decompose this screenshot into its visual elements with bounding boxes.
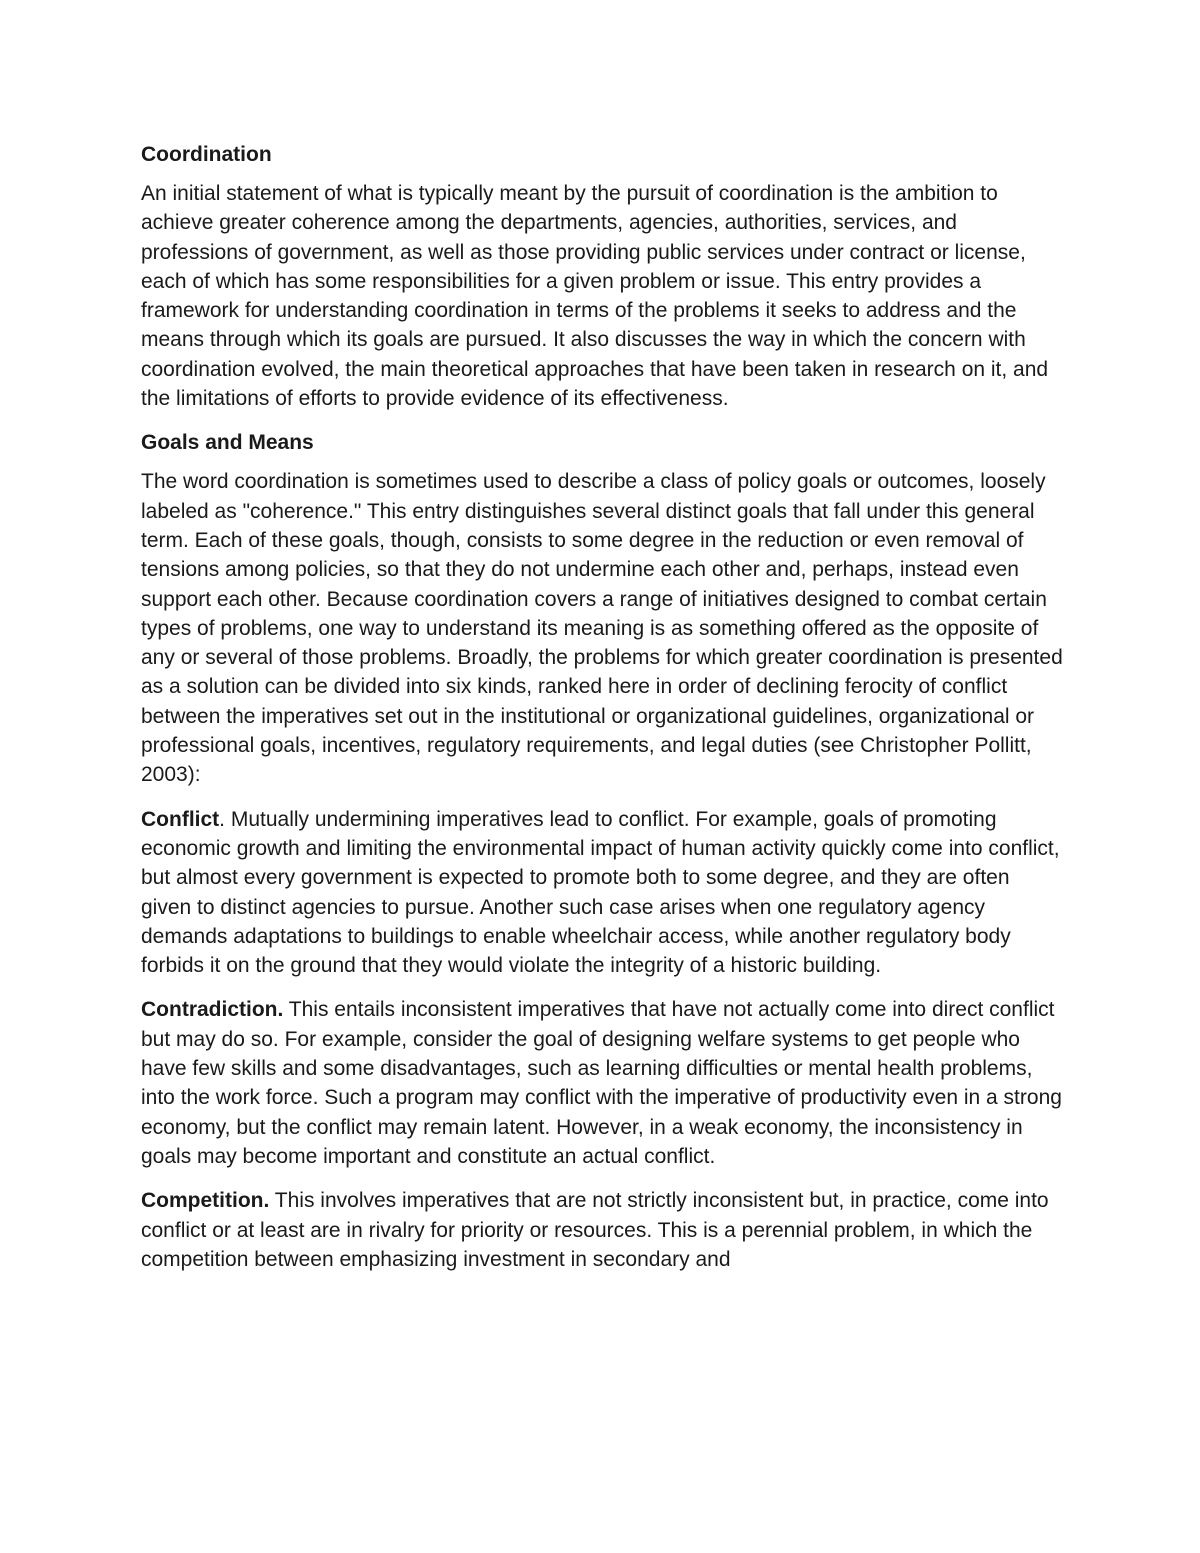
paragraph-intro: An initial statement of what is typically meant by the pursuit of coordination is the ambition to achieve greater coherence among the departments, agencies, authorities, services, and professions of government, as well as those providing public services under contract or license, each of which has some responsibilities for a given problem or issue. This entry provides a framework for understanding coordination in terms of the problems it seeks to address and the means through which its goals are pursued. It also discusses the way in which the concern with coordination evolved, the main theoretical approaches that have been taken in research on it, and the limitations of efforts to provide evidence of its effectiveness. [141, 182, 1049, 411]
competition-text: This involves imperatives that are not strictly inconsistent but, in practice, come into conflict or at least are in rivalry for priority or resources. This is a perennial problem, in which the competition between emphasizing investment in secondary and [141, 1189, 1049, 1271]
term-conflict: Conflict [141, 807, 220, 831]
contradiction-text: This entails inconsistent imperatives that have not actually come into direct conflict but may do so. For example, consider the goal of designing welfare systems to get people who have few skills and some disadvantages, such as learning difficulties or mental health problems, into the work force. Such a program may conflict with the imperative of productivity even in a strong economy, but the conflict may remain latent. However, in a weak economy, the inconsistency in goals may become important and constitute an actual conflict. [141, 998, 1062, 1168]
term-contradiction: Contradiction. [141, 998, 284, 1022]
paragraph-goals: The word coordination is sometimes used to describe a class of policy goals or outcomes, loosely labeled as "coherence." This entry distinguishes several distinct goals that fall under this general term. Each of these goals, though, consists to some degree in the reduction or even removal of tensions among policies, so that they do not undermine each other and, perhaps, instead even support each other. Because coordination covers a range of initiatives designed to combat certain types of problems, one way to understand its meaning is as something offered as the opposite of any or several of those problems. Broadly, the problems for which greater coordination is presented as a solution can be divided into six kinds, ranked here in order of declining ferocity of conflict between the imperatives set out in the institutional or organizational guidelines, organizational or professional goals, incentives, regulatory requirements, and legal duties (see Christopher Pollitt, 2003): [141, 470, 1063, 787]
paragraph-conflict [141, 805, 1063, 981]
heading-goals-and-means: Goals and Means [141, 431, 314, 455]
conflict-text: . Mutually undermining imperatives lead to conflict. For example, goals of promoting economic growth and limiting the environmental impact of human activity quickly come into conflict, but almost every government is expected to promote both to some degree, and they are often given to distinct agencies to pursue. Another such case arises when one regulatory agency demands adaptations to buildings to enable wheelchair access, while another regulatory body forbids it on the ground that they would violate the integrity of a historic building. [141, 807, 1060, 978]
paragraph-competition [141, 1186, 1063, 1274]
heading-coordination: Coordination [141, 143, 272, 166]
document-page [141, 140, 1063, 1289]
term-competition: Competition. [141, 1189, 270, 1213]
paragraph-contradiction [141, 995, 1063, 1171]
